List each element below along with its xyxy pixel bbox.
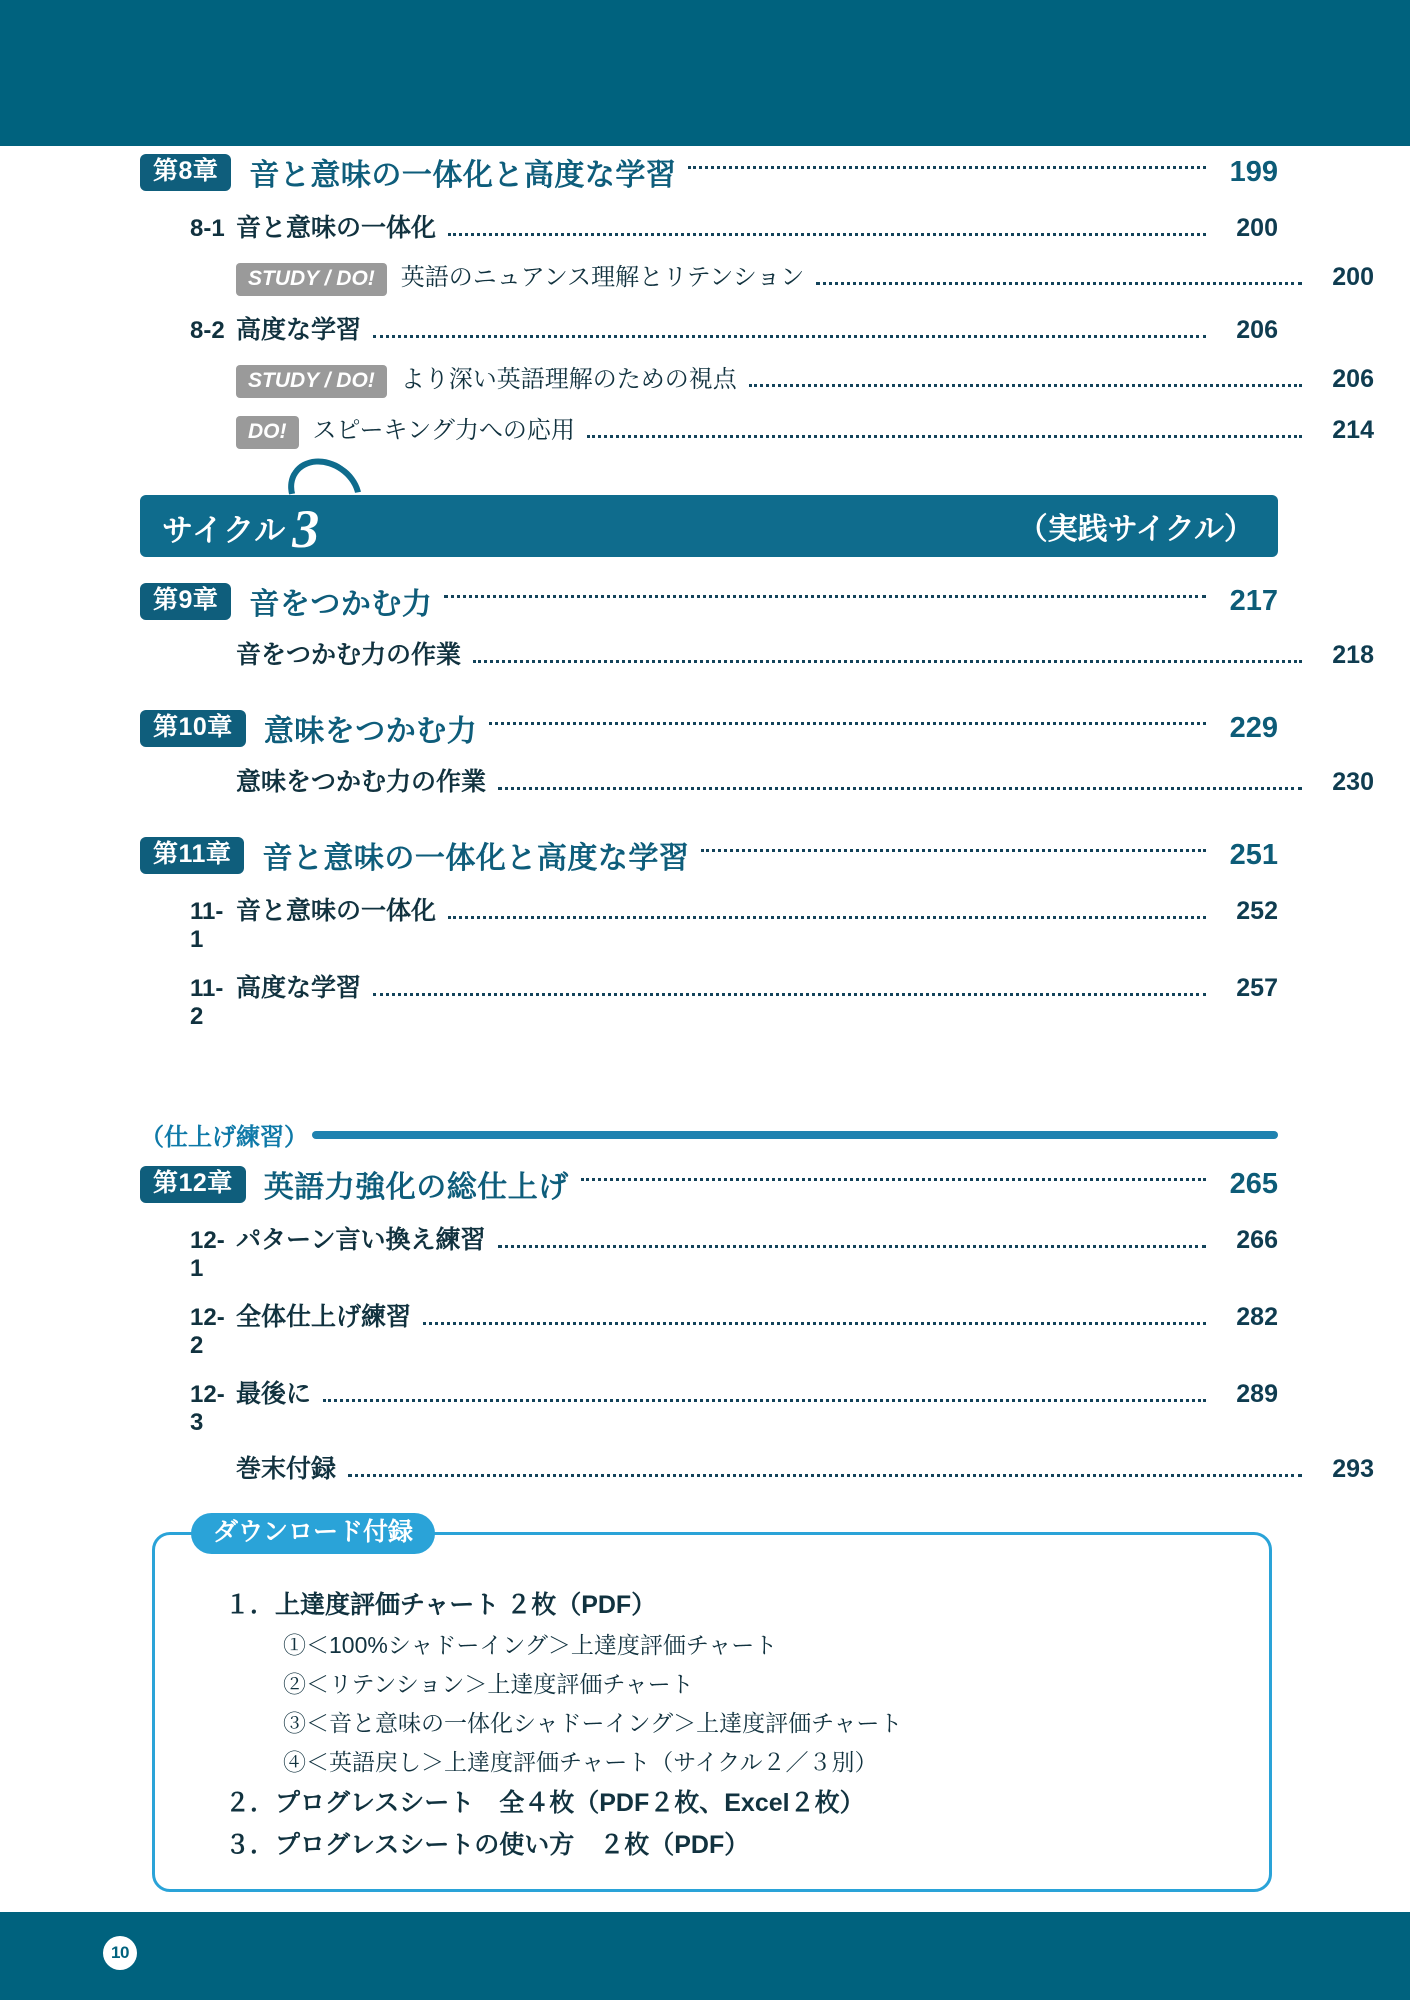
appendix-title: 巻末付録 [236, 1455, 337, 1484]
chapter-title: 音をつかむ力 [249, 588, 433, 622]
section-page: 252 [1236, 897, 1278, 926]
dot-leader [373, 335, 1206, 338]
dot-leader [581, 1178, 1206, 1181]
dot-leader [448, 916, 1206, 919]
dot-leader [373, 993, 1206, 996]
download-subitem-1: ①＜100%シャドーイング＞上達度評価チャート [283, 1632, 778, 1659]
toc-entry-12-2[interactable] [140, 1297, 1278, 1360]
download-subitem-3: ③＜音と意味の一体化シャドーイング＞上達度評価チャート [283, 1710, 903, 1737]
appendix-page: 293 [1332, 1455, 1374, 1484]
section-number: 11-2 [190, 975, 224, 1031]
dot-leader [688, 166, 1206, 169]
section-title: 高度な学習 [236, 316, 362, 345]
dot-leader [323, 1399, 1206, 1402]
section-page: 289 [1236, 1380, 1278, 1409]
subsection-page: 218 [1332, 641, 1374, 670]
dot-leader [423, 1322, 1206, 1325]
toc-entry-appendix[interactable] [140, 1449, 1374, 1486]
toc-entry-12-1[interactable] [140, 1220, 1278, 1283]
subsection-title: 音をつかむ力の作業 [236, 641, 462, 670]
toc-entry-chapter-10[interactable] [140, 706, 1278, 750]
study-do-badge: STUDY / DO! [236, 365, 387, 398]
section-page: 200 [1236, 214, 1278, 242]
toc-entry-chapter-9-sub[interactable] [140, 635, 1374, 672]
section-title: 最後に [236, 1380, 312, 1409]
dot-leader [816, 282, 1302, 285]
section-number: 12-2 [190, 1304, 225, 1360]
do-badge: DO! [236, 416, 299, 449]
study-do-page: 206 [1332, 365, 1374, 394]
chapter-page: 217 [1229, 584, 1278, 617]
dot-leader [473, 660, 1302, 663]
chapter-badge: 第11章 [140, 837, 244, 874]
section-title: 音と意味の一体化 [236, 897, 437, 926]
dot-leader [749, 384, 1302, 387]
dot-leader [701, 849, 1206, 852]
download-appendix-box [152, 1518, 1272, 1892]
cycle-label: サイクル [162, 513, 287, 549]
page-number: 10 [103, 1936, 137, 1970]
download-subitem-4: ④＜英語戻し＞上達度評価チャート（サイクル２／３別） [283, 1749, 878, 1776]
chapter-title: 音と意味の一体化と高度な学習 [262, 842, 690, 876]
section-page: 206 [1236, 316, 1278, 345]
dot-leader [587, 435, 1302, 438]
chapter-title: 音と意味の一体化と高度な学習 [249, 159, 677, 192]
section-number: 8-1 [190, 215, 225, 242]
subsection-title: 意味をつかむ力の作業 [236, 768, 487, 797]
cycle-subtitle: （実践サイクル） [1017, 513, 1254, 547]
toc-content [0, 146, 1410, 1892]
subsection-page: 230 [1332, 768, 1374, 797]
chapter-title: 意味をつかむ力 [263, 715, 478, 749]
section-title: 高度な学習 [236, 974, 362, 1003]
toc-entry-12-3[interactable] [140, 1374, 1278, 1437]
section-title: 音と意味の一体化 [236, 214, 437, 242]
section-page: 257 [1236, 974, 1278, 1003]
dot-leader [498, 787, 1302, 790]
chapter-page: 251 [1229, 838, 1278, 871]
do-title: スピーキング力への応用 [312, 417, 575, 445]
chapter-page: 229 [1229, 711, 1278, 744]
toc-entry-study-2[interactable] [140, 359, 1374, 398]
chapter-badge: 第8章 [140, 154, 231, 191]
finishing-practice-label: （仕上げ練習） [140, 1124, 308, 1152]
section-number: 8-2 [190, 317, 225, 345]
study-do-title: より深い英語理解のための視点 [400, 366, 737, 394]
toc-entry-chapter-12[interactable] [140, 1162, 1278, 1206]
toc-entry-chapter-10-sub[interactable] [140, 762, 1374, 799]
download-item-2: ２．プログレスシート 全４枚（PDF２枚、Excel２枚） [225, 1789, 865, 1818]
download-item-1: １．上達度評価チャート ２枚（PDF） [225, 1591, 657, 1620]
toc-entry-8-2[interactable] [140, 310, 1278, 347]
toc-entry-11-1[interactable] [140, 891, 1278, 954]
chapter-page: 199 [1229, 155, 1278, 188]
do-page: 214 [1332, 416, 1374, 445]
dot-leader [448, 233, 1206, 236]
chapter-badge: 第9章 [140, 583, 231, 620]
study-do-title: 英語のニュアンス理解とリテンション [400, 264, 805, 291]
section-title: パターン言い換え練習 [236, 1226, 486, 1255]
toc-entry-chapter-8[interactable] [140, 150, 1278, 194]
section-number: 12-3 [190, 1381, 225, 1437]
toc-entry-chapter-11[interactable] [140, 833, 1278, 877]
chapter-title: 英語力強化の総仕上げ [263, 1171, 569, 1205]
chapter-badge: 第10章 [140, 710, 246, 747]
chapter-page: 265 [1229, 1167, 1278, 1200]
dot-leader [498, 1245, 1206, 1248]
study-do-badge: STUDY / DO! [236, 263, 387, 296]
section-page: 266 [1236, 1226, 1278, 1255]
header-band [0, 0, 1410, 146]
toc-entry-11-2[interactable] [140, 968, 1278, 1031]
toc-entry-study-1[interactable] [140, 257, 1374, 296]
study-do-page: 200 [1332, 263, 1374, 291]
finishing-practice-header [140, 1117, 1278, 1152]
chapter-badge: 第12章 [140, 1166, 246, 1203]
section-number: 11-1 [190, 898, 224, 954]
cycle-number: 3 [292, 499, 321, 560]
toc-entry-8-1[interactable] [140, 208, 1278, 245]
section-title: 全体仕上げ練習 [236, 1303, 412, 1332]
footer-band [0, 1912, 1410, 2000]
toc-entry-chapter-9[interactable] [140, 579, 1278, 623]
cycle-banner-wrap [140, 495, 1278, 560]
download-appendix-title: ダウンロード付録 [191, 1513, 435, 1554]
download-item-3: ３．プログレスシートの使い方 ２枚（PDF） [225, 1831, 750, 1860]
dot-leader [348, 1474, 1302, 1477]
download-subitem-2: ②＜リテンション＞上達度評価チャート [283, 1671, 694, 1698]
section-page: 282 [1236, 1303, 1278, 1332]
dot-leader [489, 722, 1206, 725]
toc-entry-study-3[interactable] [140, 410, 1374, 449]
section-number: 12-1 [190, 1227, 225, 1283]
dot-leader [444, 595, 1206, 598]
finishing-practice-rule [312, 1131, 1278, 1139]
